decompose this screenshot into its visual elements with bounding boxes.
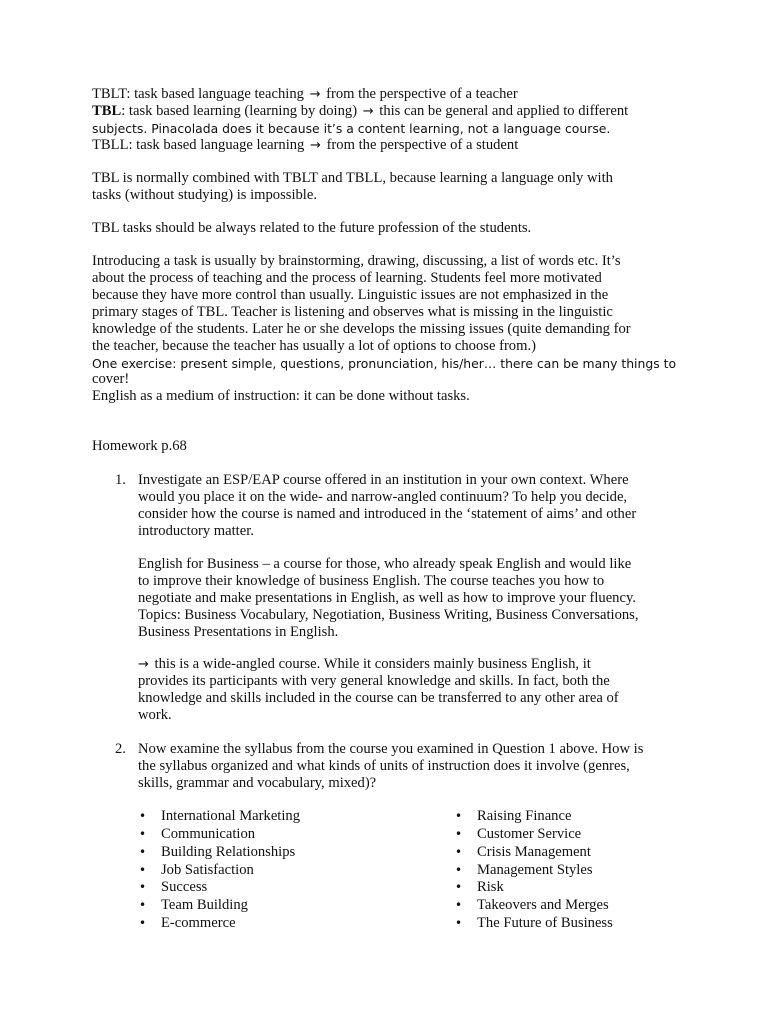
bullet-icon: •	[139, 880, 147, 894]
list-item: Customer Service	[477, 826, 582, 842]
definition-tbl-continued: subjects. Pinacolada does it because it’s a content learning, not a language course.	[92, 121, 611, 136]
bullet-icon: •	[455, 880, 463, 894]
question-line: Investigate an ESP/EAP course offered in an institution in your own context. Where	[138, 472, 629, 488]
bullet-icon: •	[139, 898, 147, 912]
answer-line: to improve their knowledge of business English. The course teaches you how to	[138, 573, 605, 589]
question-line: would you place it on the wide- and narrow-angled continuum? To help you decide,	[138, 489, 628, 505]
definition-tblt-text: : task based language teaching	[126, 86, 308, 102]
question-line: consider how the course is named and introduced in the ‘statement of aims’ and other	[138, 506, 637, 522]
question-line: skills, grammar and vocabulary, mixed)?	[138, 775, 377, 791]
paragraph-line: TBL tasks should be always related to the future profession of the students.	[92, 220, 532, 236]
paragraph-line: the teacher, because the teacher has usually a lot of options to choose from.)	[92, 338, 536, 354]
paragraph-line: knowledge of the students. Later he or she develops the missing issues (quite demanding for	[92, 321, 631, 337]
bullet-icon: •	[455, 916, 463, 930]
list-item: Success	[161, 879, 208, 895]
exercise-line: cover!	[92, 371, 130, 387]
list-item: Risk	[477, 879, 504, 895]
paragraph-line: Introducing a task is usually by brainstorming, drawing, discussing, a list of words etc. It’s	[92, 253, 621, 269]
answer-line: knowledge and skills included in the course can be transferred to any other area of	[138, 690, 619, 706]
answer-line: Business Presentations in English.	[138, 624, 339, 640]
list-item: Management Styles	[477, 862, 593, 878]
bullet-icon: •	[455, 827, 463, 841]
question-line: Now examine the syllabus from the course you examined in Question 1 above. How is	[138, 741, 644, 757]
bullet-icon: •	[455, 863, 463, 877]
definition-tbll	[92, 137, 518, 154]
definition-tbl	[92, 103, 628, 120]
list-item: Building Relationships	[161, 844, 296, 860]
right-arrow-icon: →	[138, 657, 149, 672]
paragraph-line: because they have more control than usually. Linguistic issues are not emphasized in the	[92, 287, 609, 303]
bullet-icon: •	[139, 845, 147, 859]
bullet-icon: •	[455, 898, 463, 912]
homework-title: Homework p.68	[92, 438, 187, 454]
medium-line: English as a medium of instruction: it can be done without tasks.	[92, 388, 470, 404]
term-tblt: TBLT	[92, 86, 127, 102]
right-arrow-icon: →	[362, 104, 374, 119]
answer-line: work.	[138, 707, 172, 723]
list-item: Team Building	[161, 897, 248, 913]
list-item: International Marketing	[161, 808, 300, 824]
right-arrow-icon: →	[310, 138, 321, 153]
definition-tbll-after: from the perspective of a student	[322, 137, 519, 153]
question-number: 1.	[115, 472, 126, 488]
question-line: the syllabus organized and what kinds of units of instruction does it involve (genres,	[138, 758, 630, 774]
bullet-icon: •	[139, 827, 147, 841]
paragraph-line: tasks (without studying) is impossible.	[92, 187, 317, 203]
answer-line: English for Business – a course for those, who already speak English and would like	[138, 556, 632, 572]
paragraph-line: TBL is normally combined with TBLT and TBLL, because learning a language only with	[92, 170, 613, 186]
answer-line: provides its participants with very general knowledge and skills. In fact, both the	[138, 673, 610, 689]
definition-tblt-after: from the perspective of a teacher	[322, 86, 518, 102]
exercise-line: One exercise: present simple, questions, pronunciation, his/her… there can be many things to	[92, 356, 677, 371]
bullet-icon: •	[139, 863, 147, 877]
term-tbll: TBLL	[92, 137, 129, 153]
list-item: Communication	[161, 826, 256, 842]
definition-tblt	[92, 86, 518, 103]
list-item: E-commerce	[161, 915, 236, 931]
bullet-icon: •	[139, 916, 147, 930]
paragraph-line: about the process of teaching and the process of learning. Students feel more motivated	[92, 270, 602, 286]
question-line: introductory matter.	[138, 523, 254, 539]
paragraph-line: primary stages of TBL. Teacher is listening and observes what is missing in the linguistic	[92, 304, 613, 320]
definition-tbl-text: : task based learning (learning by doing)	[121, 103, 361, 119]
list-item: Takeovers and Merges	[477, 897, 609, 913]
answer-line	[138, 656, 591, 673]
list-item: Raising Finance	[477, 808, 572, 824]
bullet-icon: •	[455, 809, 463, 823]
list-item: Crisis Management	[477, 844, 591, 860]
definition-tbll-text: : task based language learning	[128, 137, 309, 153]
list-item: Job Satisfaction	[161, 862, 254, 878]
bullet-icon: •	[139, 809, 147, 823]
answer-text: this is a wide-angled course. While it considers mainly business English, it	[150, 656, 591, 672]
right-arrow-icon: →	[309, 87, 321, 102]
answer-line: negotiate and make presentations in English, as well as how to improve your fluency.	[138, 590, 636, 606]
term-tbl: TBL	[92, 103, 122, 119]
answer-line: Topics: Business Vocabulary, Negotiation, Business Writing, Business Conversations,	[138, 607, 639, 623]
definition-tbl-after: this can be general and applied to different	[375, 103, 629, 119]
bullet-icon: •	[455, 845, 463, 859]
list-item: The Future of Business	[477, 915, 613, 931]
question-number: 2.	[115, 741, 126, 757]
